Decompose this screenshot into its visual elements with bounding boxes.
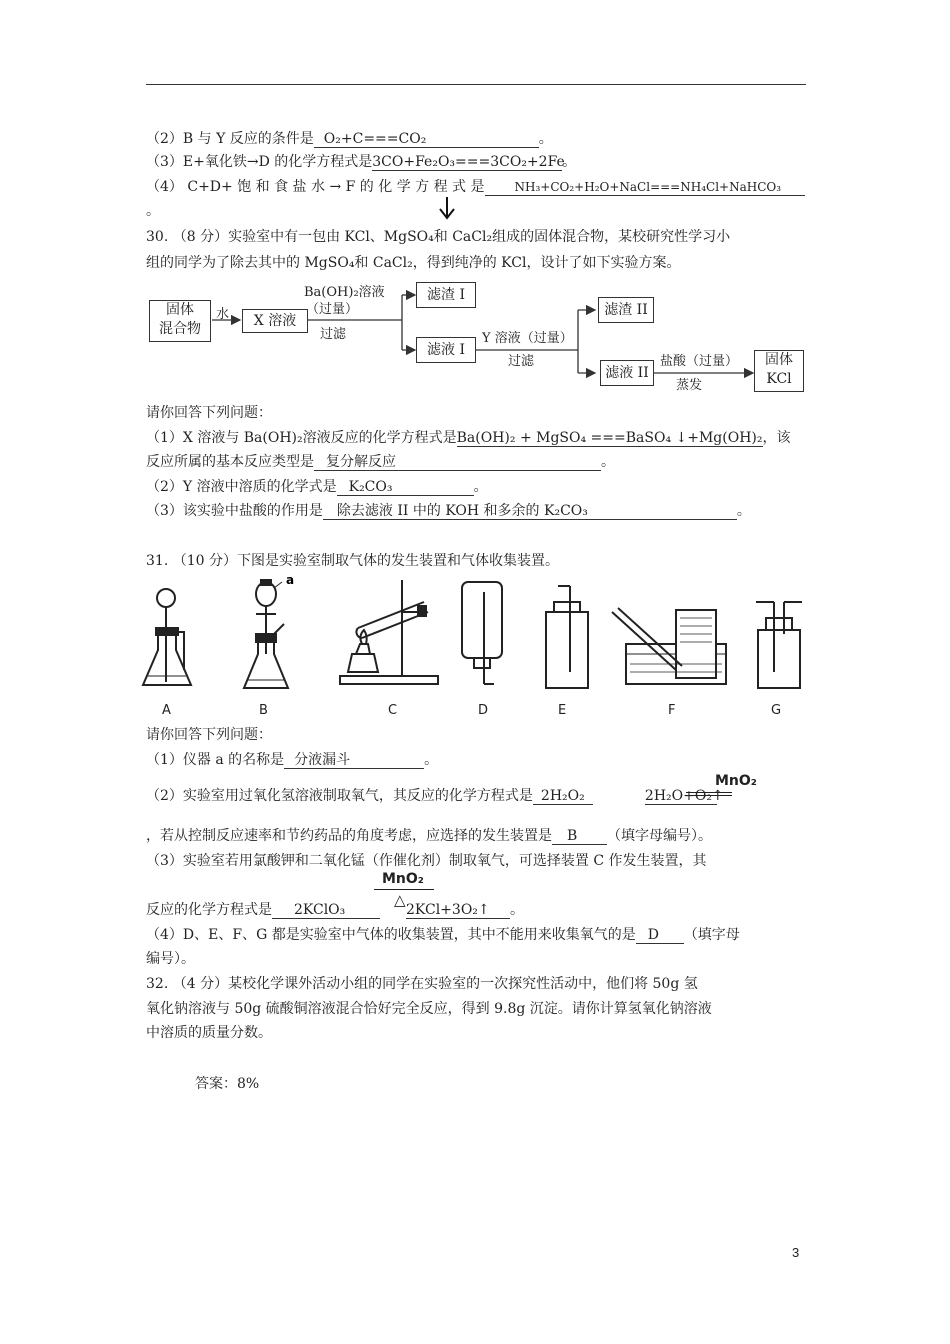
label-evaporate: 蒸发 <box>676 378 703 393</box>
heat-bar <box>374 889 434 890</box>
q31-p1-prompt: （1）仪器 a 的名称是 <box>146 752 285 768</box>
q31-p2-answer-right: 2H₂O+O₂↑ <box>644 788 724 804</box>
box-solid-kcl: 固体 KCl <box>754 350 804 392</box>
label-water: 水 <box>216 307 230 322</box>
q31-p2-prompt: （2）实验室用过氧化氢溶液制取氧气，其反应的化学方程式是 <box>146 788 533 804</box>
q29-part2 <box>146 129 553 149</box>
apparatus-d-icon <box>462 582 502 684</box>
box-solid-mixture: 固体 混合物 <box>149 300 211 342</box>
apparatus-a-letter: a <box>286 573 295 587</box>
label-a: A <box>162 703 171 718</box>
label-filter2: 过滤 <box>508 354 535 369</box>
q30-intro-line2: 组的同学为了除去其中的 MgSO₄和 CaCl₂，得到纯净的 KCl，设计了如下实验方案。 <box>146 255 681 271</box>
flow-arrows <box>140 275 820 400</box>
apparatus-f-icon <box>612 608 726 684</box>
page-number: 3 <box>792 1245 800 1260</box>
q29-p2-answer: O₂+C===CO₂ <box>314 131 539 148</box>
q29-p4-prompt: （4） C+D+ 饱 和 食 盐 水 → F 的 化 学 方 程 式 是 <box>146 179 485 195</box>
q31-intro: 31. （10 分）下图是实验室制取气体的发生装置和气体收集装置。 <box>146 553 559 569</box>
q30-part3 <box>146 501 751 521</box>
q31-p3-end: 。 <box>510 902 524 918</box>
box-x-solution: X 溶液 <box>242 309 308 333</box>
box-residue2: 滤渣 II <box>598 297 654 323</box>
q29-part4 <box>146 177 805 197</box>
precipitate-arrow-icon <box>438 195 456 221</box>
q31-p4-answer: D <box>636 927 684 944</box>
heat-icon: △ <box>394 891 406 909</box>
q30-part2 <box>146 477 488 497</box>
q31-p4-prompt: （4）D、E、F、G 都是实验室中气体的收集装置，其中不能用来收集氧气的是 <box>146 927 636 943</box>
label-excess1: （过量） <box>306 302 359 317</box>
q29-p3-prompt: （3）E+氧化铁→D 的化学方程式是 <box>146 154 373 170</box>
label-d: D <box>478 703 489 718</box>
q31-p2b-answer: B <box>552 828 607 845</box>
q32-line3: 中溶质的质量分数。 <box>146 1025 272 1041</box>
q31-p2b-prompt: ，若从控制反应速率和节约药品的角度考虑，应选择的发生装置是 <box>146 828 552 844</box>
apparatus-b-icon <box>244 580 288 688</box>
q31-part3 <box>146 900 524 920</box>
q30-p1b-end: 。 <box>601 454 615 470</box>
q32-answer: 答案：8% <box>195 1076 260 1092</box>
q30-ask: 请你回答下列问题： <box>146 405 272 421</box>
q31-p3-prompt: 反应的化学方程式是 <box>146 902 272 918</box>
q29-p4-answer: NH₃+CO₂+H₂O+NaCl===NH₄Cl+NaHCO₃ <box>485 179 805 196</box>
q30-p2-prompt: （2）Y 溶液中溶质的化学式是 <box>146 479 337 495</box>
q29-part3 <box>146 152 576 172</box>
q30-p3-prompt: （3）该实验中盐酸的作用是 <box>146 503 323 519</box>
q31-part4 <box>146 925 740 945</box>
q31-p3-catalyst: MnO₂ <box>382 871 424 887</box>
q31-part2 <box>146 786 724 806</box>
q31-part2b <box>146 826 712 846</box>
q31-p1-answer: 分液漏斗 <box>284 752 424 769</box>
q31-p1-end: 。 <box>424 752 439 768</box>
q30-p3-answer: 除去滤液 II 中的 KOH 和多余的 K₂CO₃ <box>323 503 737 520</box>
box-filtrate1: 滤液 I <box>416 337 476 363</box>
q29-p2-end: 。 <box>538 131 553 147</box>
q30-part1 <box>146 428 791 448</box>
q29-p3-end: 。 <box>562 154 577 170</box>
q30-part1b <box>146 452 615 472</box>
q31-p2-catalyst: MnO₂ <box>715 773 757 789</box>
label-c: C <box>388 703 398 718</box>
q31-part4-line2: 编号）。 <box>146 951 195 967</box>
q30-p2-answer: K₂CO₃ <box>337 479 474 496</box>
box-filtrate2: 滤液 II <box>600 360 654 386</box>
q30-p2-end: 。 <box>473 479 488 495</box>
box-residue1: 滤渣 I <box>416 282 476 308</box>
q31-p4-end: （填字母 <box>683 927 740 943</box>
label-baoh2: Ba(OH)₂溶液 <box>304 285 385 300</box>
q31-p2-answer-left: 2H₂O₂ <box>533 788 593 805</box>
label-filter1: 过滤 <box>320 327 347 342</box>
label-g: G <box>771 703 782 718</box>
label-hcl: 盐酸（过量） <box>660 354 739 369</box>
q30-p1-prompt: （1）X 溶液与 Ba(OH)₂溶液反应的化学方程式是 <box>146 430 457 446</box>
apparatus-a-icon <box>143 589 191 685</box>
q31-part1 <box>146 750 438 770</box>
apparatus-figure <box>140 572 820 702</box>
label-f: F <box>668 703 676 718</box>
label-y-solution: Y 溶液（过量） <box>482 331 573 346</box>
apparatus-g-icon <box>756 602 802 688</box>
q31-p3-answer-right: 2KCl+3O₂↑ <box>406 902 510 919</box>
label-e: E <box>558 703 567 718</box>
q31-p2b-end: （填字母编号）。 <box>607 828 712 844</box>
q30-p1b-prompt: 反应所属的基本反应类型是 <box>146 454 314 470</box>
q29-p2-prompt: （2）B 与 Y 反应的条件是 <box>146 131 314 147</box>
q30-intro-line1: 30. （8 分）实验室中有一包由 KCl、MgSO₄和 CaCl₂组成的固体混合物，某校研究性学习小 <box>146 229 731 245</box>
header-rule <box>146 84 806 85</box>
q31-ask: 请你回答下列问题： <box>146 727 272 743</box>
label-b: B <box>259 703 268 718</box>
q32-line1: 32. （4 分）某校化学课外活动小组的同学在实验室的一次探究性活动中，他们将 50g 氢 <box>146 976 698 992</box>
q30-p1-end: ，该 <box>762 430 791 446</box>
apparatus-c-icon <box>340 580 438 684</box>
q29-p3-answer: 3CO+Fe₂O₃===3CO₂+2Fe <box>372 154 565 170</box>
q31-part3-line1: （3）实验室若用氯酸钾和二氧化锰（作催化剂）制取氧气，可选择装置 C 作发生装置，其 <box>146 853 707 869</box>
apparatus-e-icon <box>546 586 588 688</box>
q31-p3-answer-left: 2KClO₃ <box>272 902 380 919</box>
q30-p1-answer: Ba(OH)₂ + MgSO₄ ===BaSO₄ ↓+Mg(OH)₂ <box>456 430 763 446</box>
q30-p1b-answer: 复分解反应 <box>314 454 601 471</box>
q32-line2: 氧化钠溶液与 50g 硫酸铜溶液混合恰好完全反应，得到 9.8g 沉淀。请你计算氢氧化钠溶液 <box>146 1001 712 1017</box>
q29-p4-end: 。 <box>146 203 160 219</box>
q30-p3-end: 。 <box>736 503 751 519</box>
